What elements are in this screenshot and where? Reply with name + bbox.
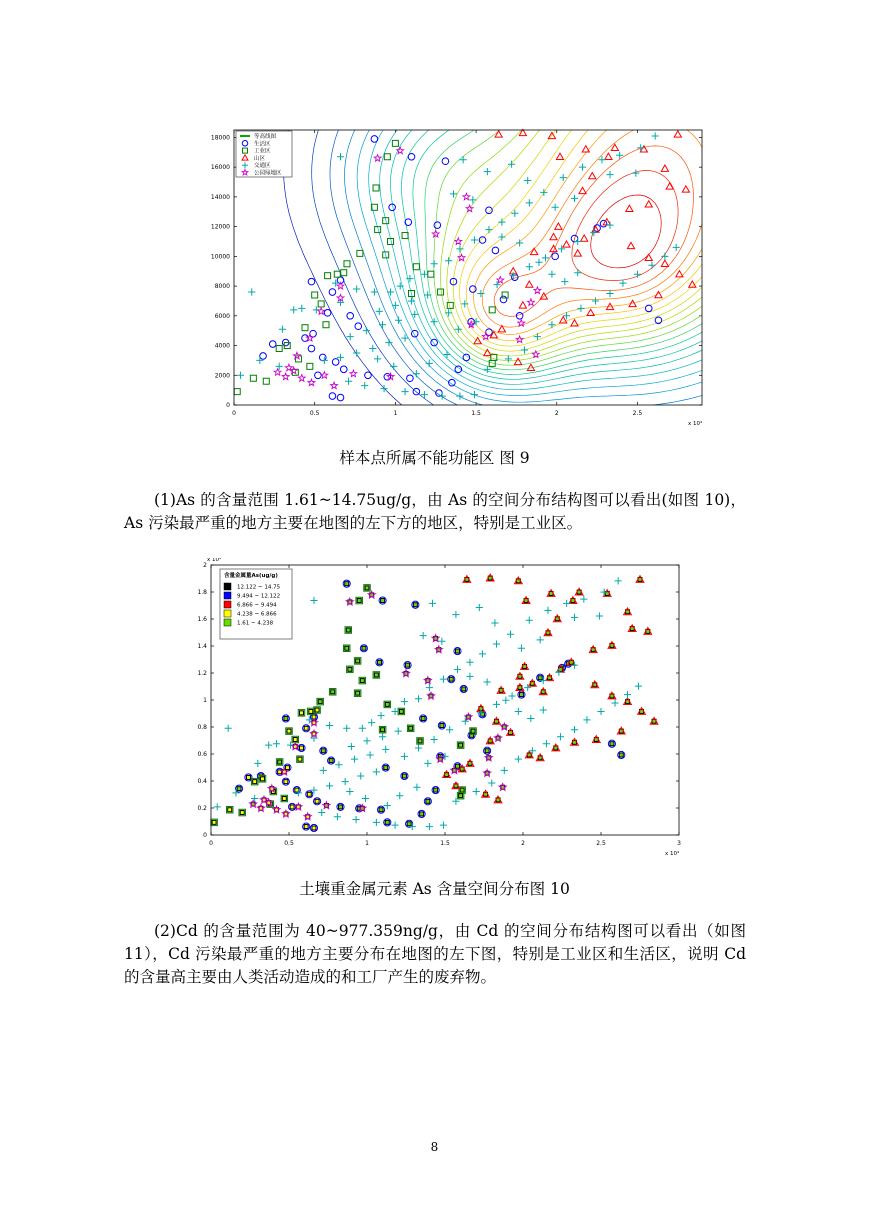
class-fill-square [315,708,319,712]
class-fill-square [360,679,364,683]
class-fill-square [455,764,459,768]
x-tick-label: 0.5 [309,410,320,417]
class-fill-square [299,711,303,715]
y-tick-label: 6000 [214,312,230,320]
class-fill-square [374,673,378,677]
class-fill-square [228,808,232,812]
class-fill-square [460,788,464,792]
legend-label: 交通区 [254,163,271,170]
class-fill-square [212,820,216,824]
x-exponent-label: x 10⁴ [688,421,703,427]
class-fill-square [385,702,389,706]
legend-label: 9.494 ~ 12.122 [237,593,281,600]
y-tick-label: 2 [203,562,207,569]
legend-swatch [224,610,231,617]
class-fill-square [407,822,411,826]
paragraph-cd: (2)Cd 的含量范围为 40~977.359ng/g，由 Cd 的空间分布结构图可以看出（如图 11），Cd 污染最严重的地方主要分布在地图的左下图，特别是工业区和生活区，说明 Cd 的含量高主要由人类活动造成的和工厂产生的废弃物。 [124,922,746,986]
class-fill-square [362,646,366,650]
x-tick-label: 3 [677,840,681,847]
class-fill-square [253,780,257,784]
paragraph-as: (1)As 的含量范围 1.61~14.75ug/g，由 As 的空间分布结构图可以看出(如图 10)，As 污染最严重的地方主要在地图的左下方的地区，特别是工业区。 [124,491,746,532]
class-fill-square [331,690,335,694]
class-fill-square [318,700,322,704]
class-fill-square [357,599,361,603]
y-tick-label: 16000 [210,164,230,172]
y-tick-label: 1.8 [197,589,207,596]
class-fill-square [459,743,463,747]
class-fill-square [309,709,313,713]
class-fill-square [315,799,319,803]
class-fill-square [434,788,438,792]
y-tick-label: 14000 [210,193,230,201]
legend-title: 含量金属量As(ug/g) [224,573,278,579]
figure-10-caption: 土壤重金属元素 As 含量空间分布图 10 [299,880,570,898]
class-fill-square [282,796,286,800]
page-number: 8 [430,1140,439,1154]
class-fill-square [385,820,389,824]
x-tick-label: 1 [365,840,369,847]
class-fill-square [462,687,466,691]
class-fill-square [329,759,333,763]
class-fill-square [365,586,369,590]
legend-label: 12.122 ~ 14.75 [237,584,281,591]
class-fill-square [293,738,297,742]
x-tick-label: 2 [521,840,525,847]
y-tick-label: 1.4 [197,643,207,650]
figure-9-caption: 样本点所属不能功能区 图 9 [339,449,530,467]
x-exponent-label: x 10⁴ [665,851,680,857]
plot-area [234,130,702,405]
class-fill-square [381,599,385,603]
class-fill-square [260,777,264,781]
class-fill-square [538,676,542,680]
y-tick-label: 0.4 [197,778,207,785]
y-tick-label: 1.6 [197,616,207,623]
class-fill-square [298,757,302,761]
class-fill-square [312,826,316,830]
x-tick-label: 2.5 [632,410,643,417]
legend-label: 4.238 ~ 6.866 [237,611,277,618]
legend-swatch [224,619,231,626]
class-fill-square [619,753,623,757]
class-fill-square [345,646,349,650]
class-fill-square [381,728,385,732]
y-tick-label: 0 [226,402,230,409]
class-fill-square [399,709,403,713]
legend-label: 1.61 ~ 4.238 [237,620,274,627]
class-fill-square [284,716,288,720]
x-tick-label: 1 [393,410,398,417]
class-fill-square [240,811,244,815]
x-tick-label: 2.5 [596,840,606,847]
y-tick-label: 0 [203,832,207,839]
y-tick-label: 0.6 [197,751,207,758]
y-tick-label: 1 [203,697,207,704]
class-fill-square [356,659,360,663]
class-fill-square [406,663,410,667]
figure-9-functional-zones-plot [210,124,710,429]
x-tick-label: 1.5 [440,840,450,847]
y-tick-label: 0.8 [197,724,207,731]
class-fill-square [420,812,424,816]
legend-label: 生活区 [254,141,271,148]
y-exponent-label: x 10⁴ [207,558,222,563]
class-fill-square [421,716,425,720]
y-tick-label: 12000 [210,223,230,231]
legend-label: 山区 [254,155,266,162]
class-fill-square [307,792,311,796]
class-fill-square [377,660,381,664]
class-fill-square [440,723,444,727]
class-fill-square [290,805,294,809]
y-tick-label: 4000 [214,342,230,350]
class-fill-square [278,760,282,764]
class-fill-square [304,825,308,829]
class-fill-square [348,667,352,671]
class-fill-square [449,677,453,681]
class-fill-square [304,726,308,730]
legend-label: 工业区 [254,148,271,155]
class-fill-square [471,729,475,733]
class-fill-square [409,726,413,730]
legend-label: 等高线图 [254,134,277,140]
class-fill-square [246,775,250,779]
class-fill-square [356,691,360,695]
legend-label: 公园绿地区 [254,170,282,177]
class-fill-square [418,739,422,743]
x-tick-label: 1.5 [471,410,481,417]
class-fill-square [299,746,303,750]
class-fill-square [346,628,350,632]
legend [220,569,292,639]
class-fill-square [485,749,489,753]
class-fill-square [379,808,383,812]
legend-swatch [224,601,231,608]
legend-swatch [224,583,231,590]
class-fill-square [610,742,614,746]
y-tick-label: 0.2 [197,805,207,812]
x-tick-label: 0.5 [284,840,294,847]
class-fill-square [284,780,288,784]
class-fill-square [455,649,459,653]
class-fill-square [402,774,406,778]
class-fill-square [519,693,523,697]
y-tick-label: 18000 [210,134,230,142]
legend-label: 6.866 ~ 9.494 [237,602,277,609]
y-tick-label: 8000 [214,283,230,291]
y-tick-label: 10000 [210,253,230,261]
class-fill-square [321,749,325,753]
class-fill-square [287,729,291,733]
class-fill-square [285,766,289,770]
x-tick-label: 0 [232,410,236,417]
class-fill-square [338,805,342,809]
legend [236,131,292,177]
figure-10-as-distribution-plot [196,558,690,858]
x-tick-label: 2 [554,410,559,417]
class-fill-square [384,766,388,770]
class-fill-square [413,603,417,607]
y-tick-label: 1.2 [197,670,207,677]
legend-swatch [224,592,231,599]
x-tick-label: 0 [209,840,213,847]
class-fill-square [426,799,430,803]
y-tick-label: 2000 [214,372,230,380]
class-fill-square [459,794,463,798]
class-fill-square [345,582,349,586]
class-fill-square [237,787,241,791]
